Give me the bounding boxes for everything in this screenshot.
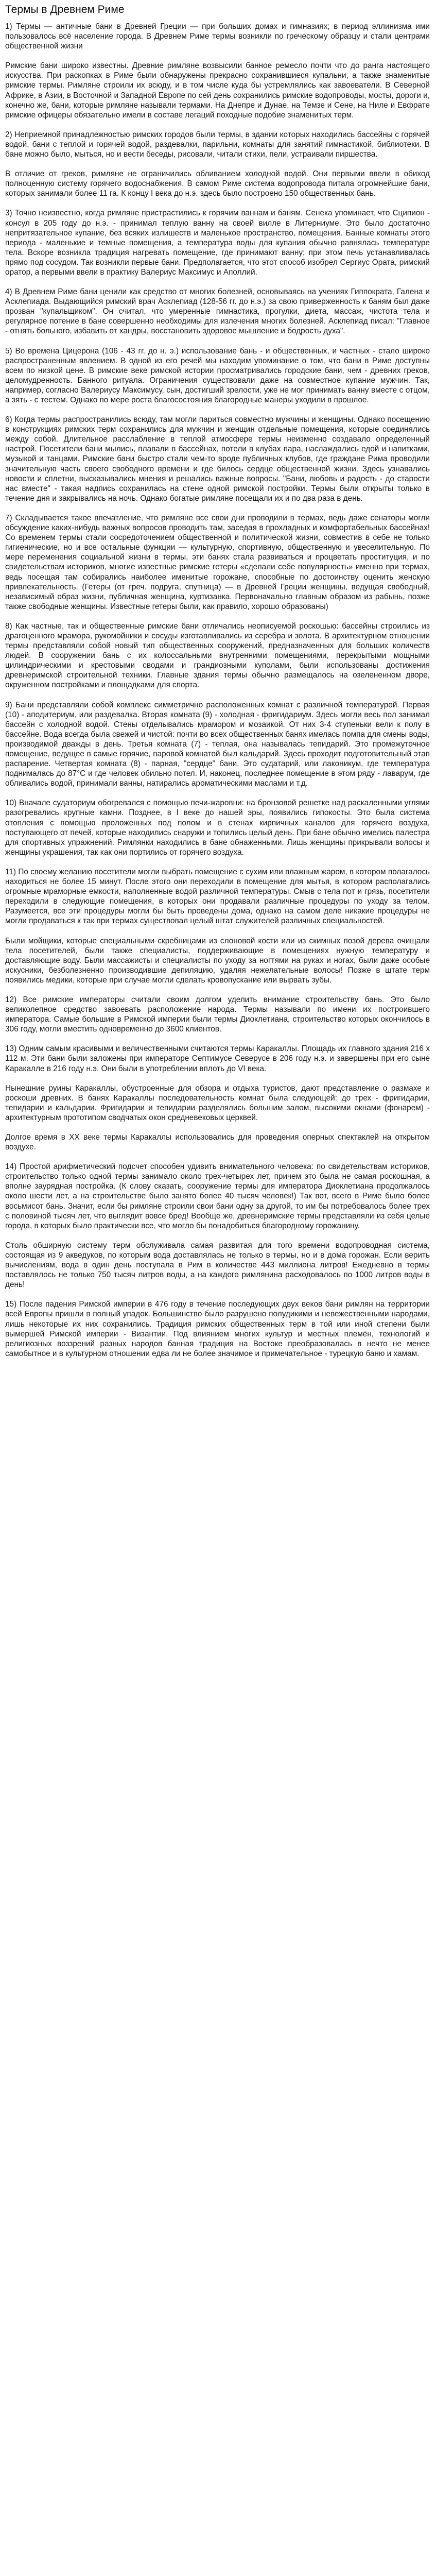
paragraph-19: 14) Простой арифметический подсчет способен удивить внимательного человека: по свидетельствам историков, строительство только одной термы занимало около трех-четырех лет, причем это была не самая роскошная, а вполне заурядная постройка. (К слову сказать, сооружение термы для императора Диоклетиана продолжалось около шести лет, а на строительстве было занято более 40 тысяч человек!) Так вот, всего в Риме было более восьмисот бань. Значит, если бы римляне строили свои бани одну за другой, то им бы потребовалось более трех с половиной тысяч лет, что выглядит вовсе бред! Вообще же, древнеримские термы представляли из себя целые города, в которых было практически все, что могло бы понадобиться благородному горожанину. [5,1162,430,1230]
paragraph-12: 10) Вначале судаториум обогревался с помощью печи-жаровни: на бронзовой решетке над раскаленными углями разогревались крупные камни. Позднее, в I веке до нашей эры, появились гипокосты. Это была система отопления с помощью проложенных под полом и в стенах кирпичных каналов для горячего воздуха, поступающего от печей, которые находились снаружи и топились целый день. При бане обычно имелись палестра для спортивных упражнений. Римлянки находились в бане обнаженными. Лишь женщины прикрывали волосы и женщины украшения, так как они портились от горячего воздуха. [5,799,430,857]
paragraph-6: 4) В Древнем Риме бани ценили как средство от многих болезней, основываясь на учениях Гиппократа, Галена и Асклепиада. Выдающийся римский врач Асклепиад (128-56 гг. до н.э.) за свою приверженность к баням был даже прозван "купальщиком". Он считал, что умеренные гимнастика, прогулки, диета, массаж, чистота тела и регулярное потение в бане совершенно необходимы для излечения многих болезней. Асклепиад писал: "Главное - отнять больного, избавить от хандры, восстановить здоровое мышление и бодрость духа". [5,287,430,336]
paragraph-4: В отличие от греков, римляне не ограничились обливанием холодной водой. Они первыми ввели в обиход полноценную систему горячего водоснабжения. В самом Риме система водопровода питала огромнейшие бани, которых занимали более 11 га. К концу I века до н.э. здесь было построено 150 общественных бань. [5,170,430,198]
paragraph-15: 12) Все римские императоры считали своим долгом уделить внимание строительству бань. Это было великолепное средство завоевать расположение народа. Термы называли по имени их построившего императора. Самые большие в Римской империи были термы Диоклетиана, строительство которых окончилось в 306 году, могли вместить одновременно до 3600 клиентов. [5,995,430,1034]
paragraph-14: Были мойщики, которые специальными скребницами из слоновой кости или из скимных позой дерева очищали тела посетителей, были также специалисты, поддерживающие в помещениях нужную температуру и доставляющие воду. Были массажисты и специалисты по уходу за ногтями на руках и ногах, были даже особые искусники, безболезненно производившие депиляцию, удаляя нежелательные волосы! Позже в штате терм появились медики, которые при случае могли сделать кровопускание или вырвать зубы. [5,936,430,985]
paragraph-10: 8) Как частные, так и общественные римские бани отличались неописуемой роскошью: бассейны строились из драгоценного мрамора, рукомойники и сосуды изготавливались из серебра и золота. В архитектурном отношении термы представляли собой новый тип общественных сооружений, предназначенных для больших количеств людей. В сооружении бань с их колоссальными внутренними помещениями, перекрытыми мощными цилиндрическими и крестовыми сводами и грандиозными куполами, были использованы достижения древнеримской строительной техники. Главные здания термы обычно размещалось на озелененном дворе, окруженном постройками и площадками для спорта. [5,621,430,690]
paragraph-16: 13) Одним самым красивыми и величественными считаются термы Каракаллы. Площадь их главного здания 216 х 112 м. Эти бани были заложены при императоре Септимусе Северусе в 206 году н.э. и завершены при его сыне Каракалле в 216 году н.э. Они были в употреблении вплоть до VI века. [5,1044,430,1073]
paragraph-1: 1) Термы — античные бани в Древней Греции — при больших домах и гимназиях; в период эллинизма ими пользовалось всё население города. В Древнем Риме термы возникли по греческому образцу и стали центрами общественной жизни [5,22,430,51]
article-title: Термы в Древнем Риме [5,4,125,15]
paragraph-9: 7) Складывается такое впечатление, что римляне все свои дни проводили в термах, ведь даже сенаторы могли обсуждение каких-нибудь важных вопросов проводить там, заседая в прохладных и комфортабельных бассейнах! Со временем термы стали сосредоточением общественной и политической жизни, совместив в себе не только гигиенические, но и все остальные функции — культурную, спортивную, общественную и увеселительную. По мере переменения социальной жизни в термы, эти банях стала развиваться и процветать проституция, и по свидетельствам историков, многие известные римские гетеры «сделали себе популярность» именно при термах, ведь посещая там собирались наиболее именитые горожане, способные по достоинству оценить женскую привлекательность. (Гетеры (от греч. подруга, спутница) — в Древней Греции женщины, ведущая свободный, независимый образ жизни, публичная женщина, куртизанка. Первоначально главным образом из рабынь, позже также свободные женщины. Известные гетеры были, как правило, хорошо образованы) [5,513,430,611]
paragraph-13: 11) По своему желанию посетители могли выбрать помещение с сухим или влажным жаром, в котором полагалось находиться не более 15 минут. После этого они переходили в помещение для мытья, в котором располагались огромные мраморные емкости, наполненные водой различной температуры. Смыв с тела пот и грязь, посетители переходили в следующие помещения, в которых они продавали различные процедуры по уходу за телом. Разумеется, все эти процедуры могли бы быть проведены дома, однако на самом деле никакие процедуры не могли продаваться к так при термах существовал целый штат служителей различных специальностей. [5,867,430,926]
paragraph-8: 6) Когда термы распространились всюду, там могли париться совместно мужчины и женщины. Однако посещению в конструкциях римских терм сохранились для мужчин и женщин отдельные помещения, которые соединялись между собой. Длительное расслабление в теплой атмосфере термы неизменно создавало определенный настрой. Посетители бани мылись, плавали в бассейнах, потели в клубах пара, наслаждались едой и напитками, музыкой и танцами. Римские бани быстро стали чем-то вроде публичных клубов, где граждане Рима проводили значительную часть своего свободного времени и где билось сердце общественной жизни. Здесь узнавались новости и сплетни, высказывались мнения и решались важные вопросы. "Бани, любовь и радость - до старости нас вместе" - такая надпись сохранилась на стене одной римской постройки. Термы были открыты только в течение дня и закрывались на ночь. Однако богатые римляне посещали их и по два раза в день. [5,415,430,503]
paragraph-21: 15) После падения Римской империи в 476 году в течение последующих двух веков бани римлян на территории всей Европы пришли в полный упадок. Большинство было разрушено полудикими и невежественными народами, лишь некоторые их них сохранились. Традиция римских общественных терм в той или иной степени были вымершей Римской империи - Византии. Под влиянием многих культур и местных племён, технологий и религиозных воззрений разных народов банная традиция на Востоке преобразовалась в нечто не менее самобытное и в культурном отношении едва ли не более значимое и примечательное - турецкую баню и хамам. [5,1300,430,1358]
paragraph-3: 2) Неприемной принадлежностью римских городов были термы, в здании которых находились бассейны с горячей водой, бани с теплой и горячей водой, раздевалки, парильни, комнаты для занятий гимнастикой, библиотеки. В бане можно было, мыться, но и вести беседы, рисовали, читали стихи, пели, устраивали пиршества. [5,130,430,159]
paragraph-2: Римские бани широко известны. Древние римляне возвысили банное ремесло почти что до ранга настоящего искусства. При раскопках в Риме были обнаружены прекрасно сохранившиеся купальни, а также знаменитые римские термы. Римляне строили их всюду, и в том числе куда бы устремлялись как завоеватели. В Северной Африке, в Азии, в Восточной и Западной Европе по сей день сохранились римские водопроводы, мосты, дороги и, конечно же, бани, которые римляне называли термами. На Днепре и Дунае, на Темзе и Сене, на Ниле и Евфрате римские офицеры обязательно имели в составе легаций походные подобие знаменитых терм. [5,61,430,120]
paragraph-11: 9) Бани представляли собой комплекс симметрично расположенных комнат с различной температурой. Первая (10) - аподитериум, или раздевалка. Вторая комната (9) - холодная - фригидариум. Здесь могли весь пол занимал бассейн с холодной водой. Стены отделывались мрамором и мозаикой. От них 3-4 ступеньки вели к полу в бассейне. Вода всегда была свежей и чистой: почти во всех общественных банях имелась помпа для смены воды, производимой дважды в день. Третья комната (7) - теплая, она называлась тепидарий. Это промежуточное помещение, ведущее в самые горячие, паровой комнатой был кальдарий. Здесь проходит подготовительный этап распарение. Четвертая комната (8) - парная, "сердце" бани. Это судатарий, или лаконикум, где температура поднималась до 87°С и где человек обильно потел. И, наконец, последнее помещение в этом ряду - лаварум, где обливались водой, принимали ванны, натирались ароматическими маслами и т.д. [5,700,430,788]
paragraph-5: 3) Точно неизвестно, когда римляне пристрастились к горячим ваннам и баням. Сенека упоминает, что Сципион - консул в 205 году до н.э. - принимал теплую ванну на своей вилле в Литерниуме. Это было достаточно непритязательное купание, без всяких излишеств и маленькое пространство, помещения. Банные комнаты этого периода - маленькие и темные помещения, а температура воды для купания обычно равнялась температуре тела. Вскоре возникла традиция нагревать помещение, где принимают ванну; при этом печь устанавливалась прямо под сосудом. Так возникли первые бани. Предполагается, что этот способ изобрел Сергиус Ората, римский оратор, а первыми ввели в практику Валериус Максимус и Аполлий. [5,209,430,277]
paragraph-20: Столь обширную систему терм обслуживала самая развитая для того времени водопроводная система, состоящая из 9 акведуков, по которым вода доставлялась не только в термы, но и в дома горожан. Если верить вычислениям, вода в один день поступала в Рим в количестве 443 миллиона литров! Ежедневно в термы поставлялось не только 750 тысяч литров воды, а на каждого римлянина расходовалось по 1000 литров воды в день! [5,1241,430,1290]
paragraph-18: Долгое время в XX веке термы Каракаллы использовались для проведения оперных спектаклей на открытом воздухе. [5,1133,430,1152]
paragraph-7: 5) Во времена Цицерона (106 - 43 гг. до н. э.) использование бань - и общественных, и частных - стало широко распространенным явлением. В одной из его речей мы находим упоминание о том, что бани в Риме доступны всем по низкой цене. В римские веке римской истории просматривались городские бани, чем - древних греков, целомудренность. Банного ритуала. Ограничения существовали даже на совместное купание мужчин. Так, например, согласно Валериусу Максимусу, сын, достигший зрелости, уже не мог принимать ванну вместе с отцом, а зять - с тестем. Однако по мере роста благосостояния благородные манеры уходили в прошлое. [5,346,430,404]
paragraph-17: Нынешние руины Каракаллы, обустроенные для обзора и отдыха туристов, дают представление о размахе и роскоши древних. В банях Каракаллы последовательность комнат была следующей: до трех - фригидарии, тепидарии и кальдарии. Фригидарии и тепидарии разделялись большим залом, высокими окнами (фонарем) - архитектурным прототипом сводчатых окон средневековых церквей. [5,1083,430,1122]
